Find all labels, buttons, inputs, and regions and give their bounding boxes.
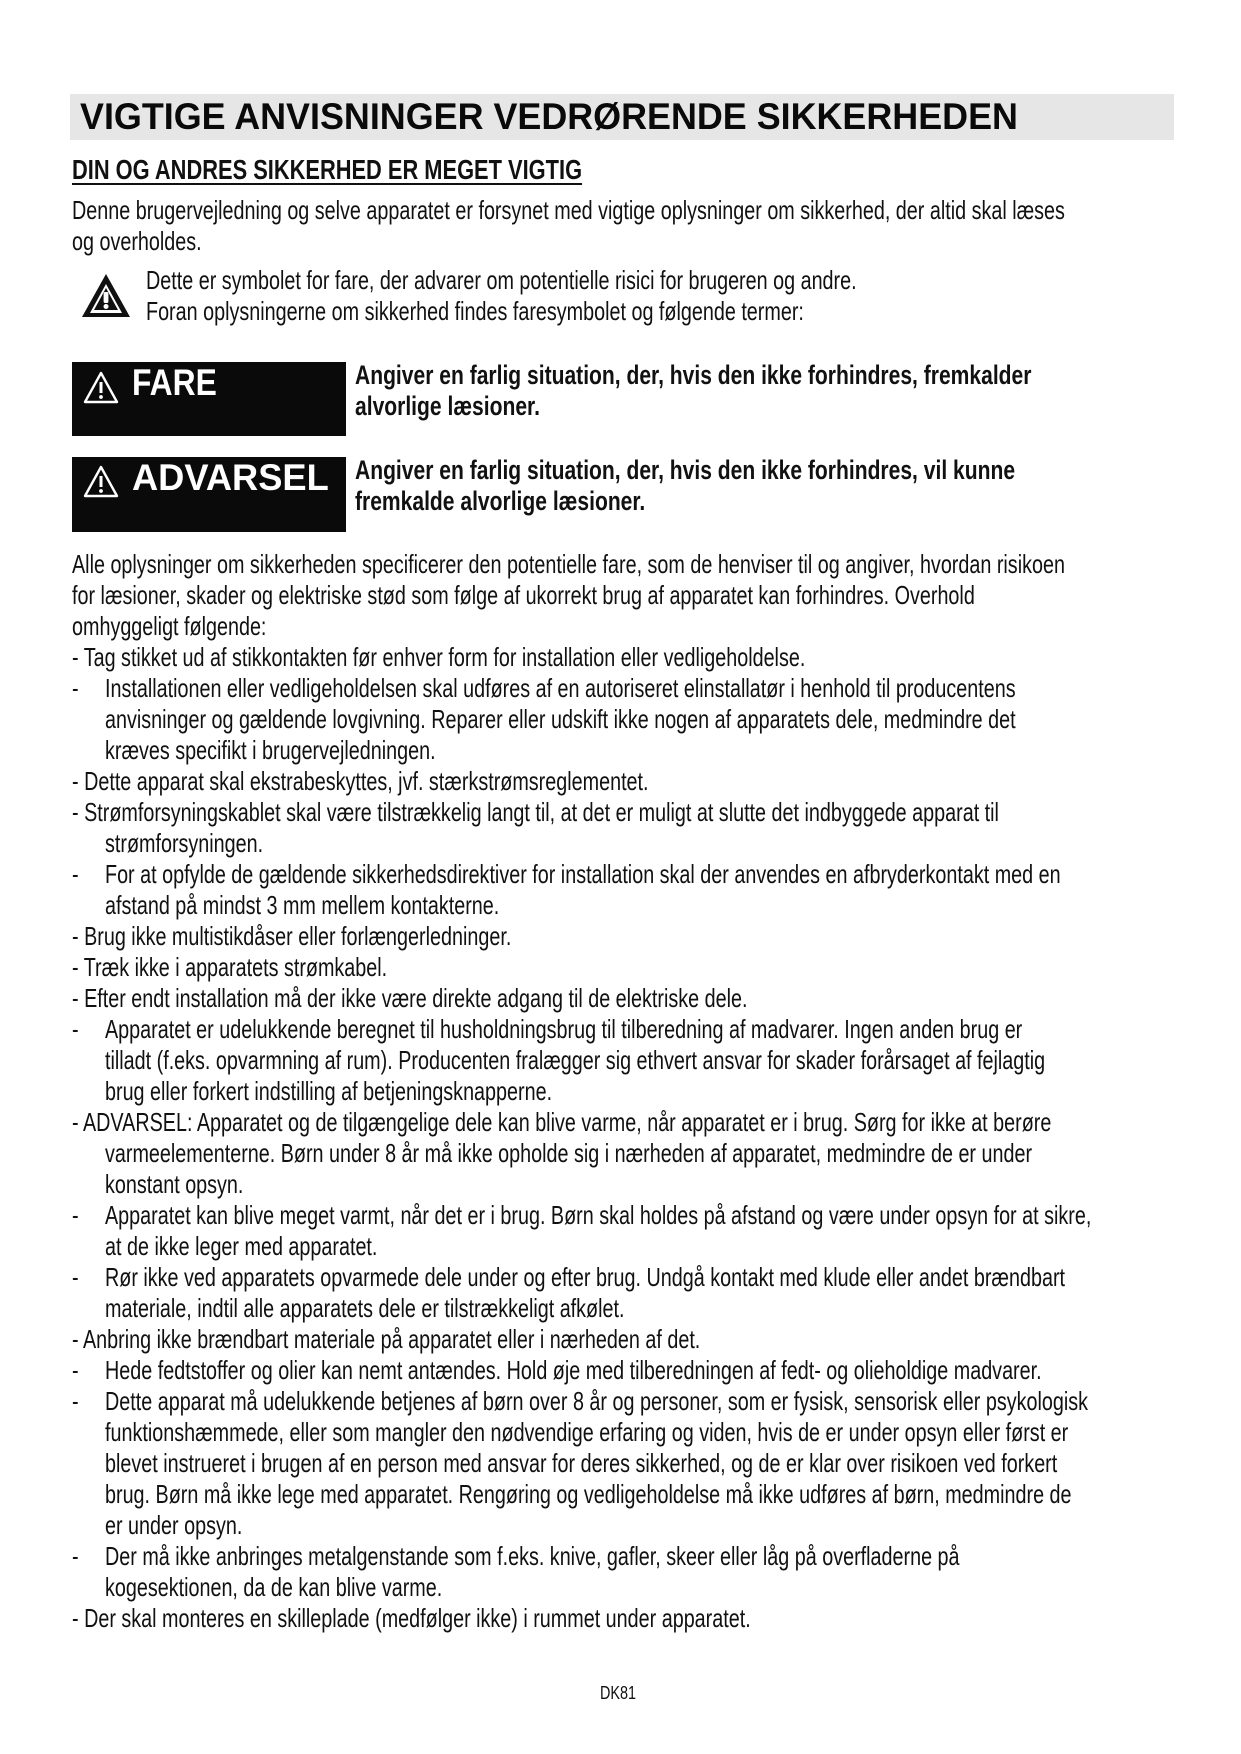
section-subtitle: DIN OG ANDRES SIKKERHED ER MEGET VIGTIG xyxy=(72,154,583,185)
list-item: tilladt (f.eks. opvarmning af rum). Producenten fralægger sig ethvert ansvar for skader forårsaget af fejlagtig xyxy=(105,1045,1046,1075)
list-item: brug eller forkert indstilling af betjeningsknapperne. xyxy=(105,1076,553,1106)
list-item: er under opsyn. xyxy=(105,1510,243,1540)
list-item: - Brug ikke multistikdåser eller forlængerledninger. xyxy=(72,921,512,951)
body-intro-line: Alle oplysninger om sikkerheden specificerer den potentielle fare, som de henviser til og angiver, hvordan risikoen xyxy=(72,549,1065,579)
advarsel-text-line: Angiver en farlig situation, der, hvis den ikke forhindres, vil kunne xyxy=(355,455,1016,485)
bullet-dash: - xyxy=(72,1386,79,1416)
list-item: Dette apparat må udelukkende betjenes af børn over 8 år og personer, som er fysisk, sensorisk eller psykologisk xyxy=(105,1386,1089,1416)
bullet-dash: - xyxy=(72,1200,79,1230)
list-item: konstant opsyn. xyxy=(105,1169,244,1199)
list-item: kogesektionen, da de kan blive varme. xyxy=(105,1572,443,1602)
list-item: kræves specifikt i brugervejledningen. xyxy=(105,735,436,765)
list-item: - Træk ikke i apparatets strømkabel. xyxy=(72,952,388,982)
list-item: materiale, indtil alle apparatets dele er tilstrækkeligt afkølet. xyxy=(105,1293,625,1323)
fare-signal-box xyxy=(72,362,346,436)
bullet-dash: - xyxy=(72,1541,79,1571)
bullet-dash: - xyxy=(72,1014,79,1044)
intro-line: og overholdes. xyxy=(72,226,202,256)
list-item: anvisninger og gældende lovgivning. Reparer eller udskift ikke nogen af apparatets dele, medmindre det xyxy=(105,704,1016,734)
list-item: varmeelementerne. Børn under 8 år må ikke opholde sig i nærheden af apparatet, medmindre de er under xyxy=(105,1138,1033,1168)
intro-line: Denne brugervejledning og selve apparatet er forsynet med vigtige oplysninger om sikkerhed, der altid skal læses xyxy=(72,195,1065,225)
list-item: - Anbring ikke brændbart materiale på apparatet eller i nærheden af det. xyxy=(72,1324,701,1354)
bullet-dash: - xyxy=(72,1355,79,1385)
bullet-dash: - xyxy=(72,1262,79,1292)
body-intro-line: for læsioner, skader og elektriske stød som følge af ukorrekt brug af apparatet kan forhindres. Overhold xyxy=(72,580,975,610)
advarsel-text-line: fremkalde alvorlige læsioner. xyxy=(355,486,646,516)
warning-triangle-icon xyxy=(82,370,120,406)
warning-triangle-icon xyxy=(82,464,120,500)
list-item: strømforsyningen. xyxy=(105,828,264,858)
list-item: - ADVARSEL: Apparatet og de tilgængelige dele kan blive varme, når apparatet er i brug. Sørg for ikke at berøre xyxy=(72,1107,1052,1137)
list-item: - Efter endt installation må der ikke være direkte adgang til de elektriske dele. xyxy=(72,983,748,1013)
list-item: Hede fedtstoffer og olier kan nemt antændes. Hold øje med tilberedningen af fedt- og olieholdige madvarer. xyxy=(105,1355,1042,1385)
list-item: - Der skal monteres en skilleplade (medfølger ikke) i rummet under apparatet. xyxy=(72,1603,751,1633)
bullet-dash: - xyxy=(72,859,79,889)
fare-text-line: alvorlige læsioner. xyxy=(355,391,540,421)
body-intro-line: omhyggeligt følgende: xyxy=(72,611,267,641)
list-item: - Tag stikket ud af stikkontakten før enhver form for installation eller vedligeholdelse. xyxy=(72,642,806,672)
symbol-text-line: Foran oplysningerne om sikkerhed findes faresymbolet og følgende termer: xyxy=(146,296,804,326)
list-item: - Dette apparat skal ekstrabeskyttes, jvf. stærkstrømsreglementet. xyxy=(72,766,649,796)
list-item: Der må ikke anbringes metalgenstande som f.eks. knive, gafler, skeer eller låg på overfladerne på xyxy=(105,1541,960,1571)
page-title: VIGTIGE ANVISNINGER VEDRØRENDE SIKKERHEDEN xyxy=(80,96,1018,137)
list-item: Apparatet kan blive meget varmt, når det er i brug. Børn skal holdes på afstand og være under opsyn for at sikre, xyxy=(105,1200,1092,1230)
bullet-dash: - xyxy=(72,673,79,703)
warning-triangle-icon xyxy=(80,272,132,320)
list-item: blevet instrueret i brugen af en person med ansvar for deres sikkerhed, og de er klar over risikoen ved forkert xyxy=(105,1448,1058,1478)
fare-label: FARE xyxy=(132,362,217,403)
advarsel-label: ADVARSEL xyxy=(132,457,329,498)
advarsel-signal-box xyxy=(72,457,346,532)
list-item: Installationen eller vedligeholdelsen skal udføres af en autoriseret elinstallatør i henhold til producentens xyxy=(105,673,1016,703)
list-item: Apparatet er udelukkende beregnet til husholdningsbrug til tilberedning af madvarer. Ingen anden brug er xyxy=(105,1014,1023,1044)
list-item: at de ikke leger med apparatet. xyxy=(105,1231,378,1261)
list-item: brug. Børn må ikke lege med apparatet. Rengøring og vedligeholdelse må ikke udføres af børn, medmindre de xyxy=(105,1479,1072,1509)
list-item: For at opfylde de gældende sikkerhedsdirektiver for installation skal der anvendes en afbryderkontakt med en xyxy=(105,859,1061,889)
list-item: funktionshæmmede, eller som mangler den nødvendige erfaring og viden, hvis de er under opsyn eller først er xyxy=(105,1417,1069,1447)
page-number: DK81 xyxy=(600,1683,637,1703)
fare-text-line: Angiver en farlig situation, der, hvis den ikke forhindres, fremkalder xyxy=(355,360,1032,390)
symbol-text-line: Dette er symbolet for fare, der advarer om potentielle risici for brugeren og andre. xyxy=(146,265,857,295)
list-item: - Strømforsyningskablet skal være tilstrækkelig langt til, at det er muligt at slutte det indbyggede apparat til xyxy=(72,797,999,827)
list-item: afstand på mindst 3 mm mellem kontakterne. xyxy=(105,890,500,920)
list-item: Rør ikke ved apparatets opvarmede dele under og efter brug. Undgå kontakt med klude eller andet brændbart xyxy=(105,1262,1066,1292)
